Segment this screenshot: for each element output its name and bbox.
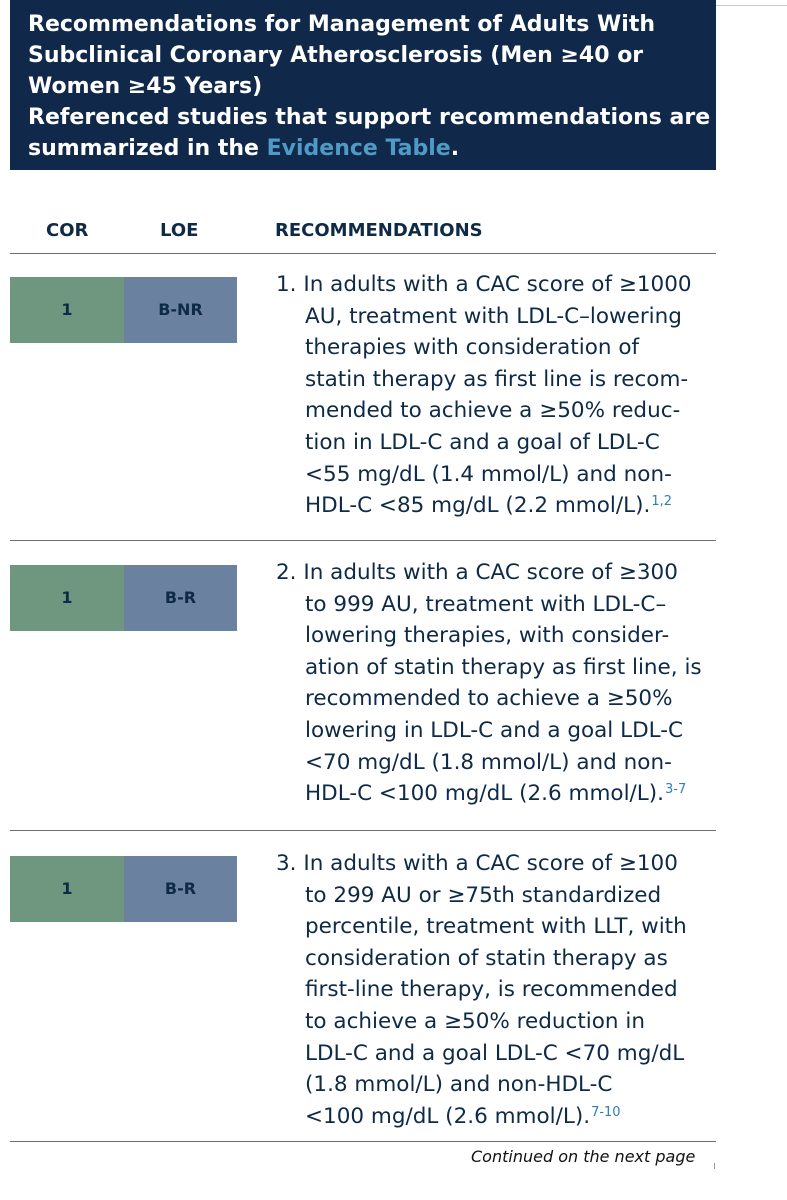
header-line-5-prefix: summarized in the (28, 136, 267, 161)
recommendation-line: lowering therapies, with consider- (305, 623, 670, 649)
recommendation-line: to 999 AU, treatment with LDL-C– (305, 591, 667, 617)
loe-badge (124, 856, 237, 922)
page-tick-mark (714, 1163, 715, 1169)
cor-value: 1 (61, 879, 73, 898)
header-line-5 (28, 133, 698, 164)
row-divider (10, 1141, 716, 1142)
recommendation-line: to achieve a ≥50% reduction in (305, 1008, 645, 1034)
column-header-loe: LOE (160, 220, 199, 241)
header-line-4: Referenced studies that support recommendations are (28, 105, 711, 130)
header-line-5-suffix: . (450, 136, 460, 161)
reference-citation[interactable]: 7-10 (591, 1104, 621, 1120)
header-divider (10, 253, 716, 254)
recommendation-line-text: <100 mg/dL (2.6 mmol/L). (305, 1103, 591, 1129)
cor-badge (10, 565, 124, 631)
loe-badge (124, 277, 237, 343)
recommendation-line: percentile, treatment with LLT, with (305, 914, 687, 940)
recommendation-line (276, 778, 726, 810)
recommendation-line-text: HDL-C <100 mg/dL (2.6 mmol/L). (305, 781, 664, 807)
loe-value: B-R (164, 879, 197, 898)
recommendation-2 (276, 557, 726, 810)
recommendation-line-text: HDL-C <85 mg/dL (2.2 mmol/L). (305, 493, 651, 519)
recommendation-line: 1. In adults with a CAC score of ≥1000 (276, 272, 692, 297)
top-rule (716, 5, 787, 6)
continued-note: Continued on the next page (471, 1147, 696, 1166)
recommendation-line: consideration of statin therapy as (305, 945, 668, 971)
row-divider (10, 830, 716, 831)
recommendation-line: recommended to achieve a ≥50% (305, 686, 673, 712)
loe-value: B-NR (158, 300, 203, 319)
recommendations-header (10, 0, 716, 170)
loe-value: B-R (164, 588, 197, 607)
recommendation-line: mended to achieve a ≥50% reduc- (305, 398, 681, 424)
cor-badge (10, 277, 124, 343)
recommendation-line: 3. In adults with a CAC score of ≥100 (276, 851, 678, 876)
recommendation-line: LDL-C and a goal LDL-C <70 mg/dL (305, 1040, 685, 1066)
reference-citation[interactable]: 1,2 (651, 494, 672, 510)
recommendation-line: <70 mg/dL (1.8 mmol/L) and non- (305, 749, 672, 775)
cor-value: 1 (61, 588, 73, 607)
cor-value: 1 (61, 300, 73, 319)
recommendation-line: statin therapy as first line is recom- (305, 366, 689, 392)
recommendation-1 (276, 269, 726, 522)
recommendation-line: tion in LDL-C and a goal of LDL-C (305, 429, 660, 455)
recommendation-line: 2. In adults with a CAC score of ≥300 (276, 560, 678, 585)
recommendation-line (276, 1101, 726, 1133)
recommendation-3 (276, 848, 726, 1132)
header-line-1: Recommendations for Management of Adults With (28, 12, 655, 37)
reference-citation[interactable]: 3-7 (664, 782, 687, 798)
recommendation-line: lowering in LDL-C and a goal LDL-C (305, 717, 684, 743)
recommendation-line: therapies with consideration of (305, 335, 640, 361)
recommendation-line: first-line therapy, is recommended (305, 977, 678, 1003)
recommendation-line (276, 490, 726, 522)
recommendation-line: ation of statin therapy as first line, is (305, 654, 702, 680)
column-headers (10, 220, 716, 248)
recommendation-line: (1.8 mmol/L) and non-HDL-C (305, 1072, 613, 1098)
recommendation-line: to 299 AU or ≥75th standardized (305, 882, 662, 908)
loe-badge (124, 565, 237, 631)
evidence-table-link[interactable]: Evidence Table (266, 136, 451, 161)
recommendation-line: <55 mg/dL (1.4 mmol/L) and non- (305, 461, 672, 487)
header-line-2: Subclinical Coronary Atherosclerosis (Men ≥40 or (28, 43, 644, 68)
cor-badge (10, 856, 124, 922)
recommendation-line: AU, treatment with LDL-C–lowering (305, 303, 682, 329)
column-header-cor: COR (46, 220, 89, 241)
header-line-3: Women ≥45 Years) (28, 74, 263, 99)
row-divider (10, 540, 716, 541)
column-header-recommendations: RECOMMENDATIONS (275, 220, 483, 241)
